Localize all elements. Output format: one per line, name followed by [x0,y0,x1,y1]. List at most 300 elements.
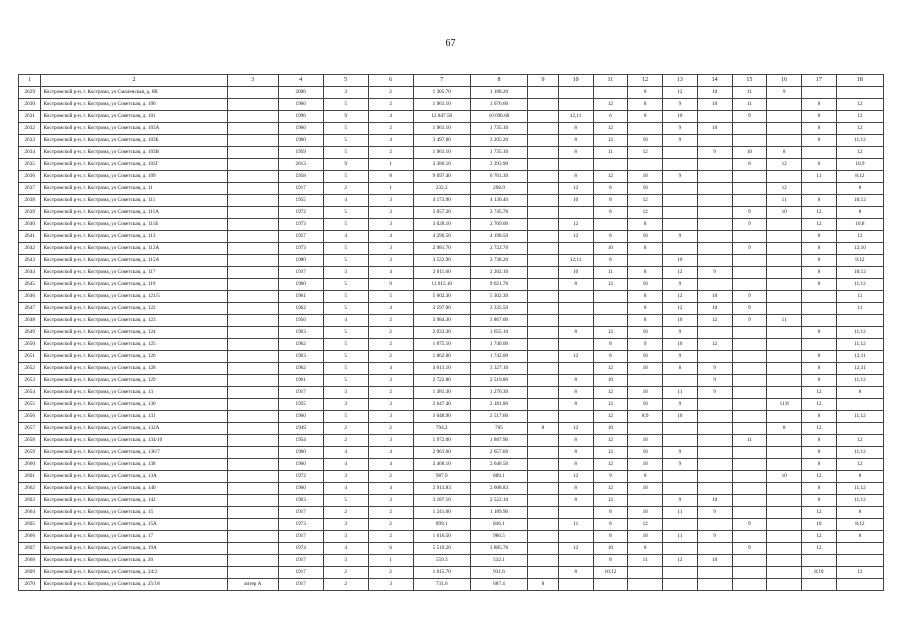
table-cell [836,315,883,327]
column-number: 17 [802,75,837,87]
table-cell [227,99,278,111]
table-cell: 3 [323,387,368,399]
address-cell: Костромской р-н, г. Кострома, ул Советская, д. 119 [41,279,227,291]
table-cell: 1917 [278,183,323,195]
address-cell: Костромской р-н, г. Кострома, ул Советская, д. 101 [41,111,227,123]
table-cell: 3 597.90 [413,303,470,315]
table-cell [528,207,559,219]
table-cell: 8 [802,279,837,291]
table-cell: 9 [323,159,368,171]
table-cell [697,207,732,219]
table-cell: 8 [593,507,628,519]
table-cell [767,543,802,555]
table-cell [628,159,663,171]
table-row [19,495,884,507]
table-cell: 2662 [19,483,41,495]
table-cell: 2 [368,123,413,135]
table-cell: 8 [802,483,837,495]
table-cell: 8 [558,135,593,147]
table-cell: 1960 [278,483,323,495]
table-cell: 9 [732,315,767,327]
table-cell: 1960 [278,411,323,423]
table-cell: 12 [593,495,628,507]
table-cell: 9 [663,459,698,471]
table-cell: 8 [836,207,883,219]
table-cell [767,519,802,531]
table-cell: 1 862.00 [413,351,470,363]
table-cell [227,399,278,411]
table-row [19,555,884,567]
table-row [19,159,884,171]
table-cell [227,87,278,99]
table-cell: 1966 [278,123,323,135]
table-cell: 2636 [19,171,41,183]
table-cell: 1960 [278,459,323,471]
table-cell: 2 033.30 [413,327,470,339]
table-cell: 8 [802,495,837,507]
table-cell: 1949 [278,423,323,435]
table-cell: 8 [558,123,593,135]
table-cell: 4 [368,483,413,495]
table-cell [732,483,767,495]
table-cell [528,339,559,351]
table-cell [732,375,767,387]
table-cell: 9 [593,471,628,483]
table-cell: 4 290.50 [413,231,470,243]
table-cell [732,195,767,207]
table-cell: 10 [628,231,663,243]
column-number: 16 [767,75,802,87]
table-cell [528,399,559,411]
table-cell [732,123,767,135]
table-cell: 4 [368,111,413,123]
table-cell: 10 [628,507,663,519]
table-cell [663,483,698,495]
table-cell: 12 [836,147,883,159]
table-cell [227,135,278,147]
table-cell: 12 [558,183,593,195]
table-cell [732,507,767,519]
table-cell: 2 181.80 [470,399,527,411]
address-cell: Костромской р-н, г. Кострома, ул Советская, д. 134/10 [41,435,227,447]
address-cell: Костромской р-н, г. Кострома, ул Советская, д. 17 [41,531,227,543]
table-cell [227,159,278,171]
table-cell [663,519,698,531]
table-cell: 8 [593,339,628,351]
table-cell: 6 [593,111,628,123]
table-row [19,351,884,363]
table-cell: 2 722.70 [470,243,527,255]
table-cell: 2631 [19,111,41,123]
table-cell [697,435,732,447]
table-cell: 2653 [19,375,41,387]
table-cell [663,219,698,231]
table-cell: 4 130.40 [470,195,527,207]
table-cell: 12 [836,459,883,471]
table-cell: 8 [628,219,663,231]
table-cell [558,339,593,351]
table-cell: 532.1 [470,555,527,567]
table-cell: 8 [802,327,837,339]
table-cell [227,219,278,231]
table-cell: 10 [628,171,663,183]
table-cell: 5 [323,99,368,111]
table-cell: 11;12 [836,279,883,291]
table-cell: 5 [323,243,368,255]
table-row [19,411,884,423]
table-cell [628,495,663,507]
table-row [19,303,884,315]
table-cell: 11 [663,507,698,519]
table-cell: 10 [697,555,732,567]
table-cell [593,315,628,327]
table-cell [593,87,628,99]
table-row [19,315,884,327]
table-cell: 9 [697,363,732,375]
table-cell: 1959 [278,147,323,159]
table-cell: 12 [802,471,837,483]
table-cell [558,207,593,219]
table-cell: 10 [628,459,663,471]
table-cell: 11;8 [767,399,802,411]
table-cell: 1972 [278,207,323,219]
table-cell: 3 327.10 [470,363,527,375]
table-cell: 10 [628,435,663,447]
table-cell: 3 [368,579,413,591]
table-row [19,423,884,435]
table-cell: 8 [593,183,628,195]
table-cell: 11;12 [836,483,883,495]
address-cell: Костромской р-н, г. Кострома, ул Смоленская, д. 6В [41,87,227,99]
column-number: 2 [41,75,227,87]
table-cell: 2643 [19,255,41,267]
table-cell: 2654 [19,387,41,399]
table-cell: 1996 [278,111,323,123]
table-cell: 5 [323,291,368,303]
table-cell [227,195,278,207]
table-cell: 8 [593,195,628,207]
table-cell: 3 885.70 [470,543,527,555]
table-cell: 10 696.60 [470,111,527,123]
table-cell: 8 [593,531,628,543]
table-cell: 12 [558,231,593,243]
table-cell [528,543,559,555]
table-cell: 2 769.00 [470,219,527,231]
table-cell: 899.1 [413,519,470,531]
table-cell: 9 [663,447,698,459]
table-cell [663,471,698,483]
table-cell: 2651 [19,351,41,363]
table-cell [528,255,559,267]
address-cell: Костромской р-н, г. Кострома, ул Советская, д. 103В [41,147,227,159]
table-cell: 12 [558,543,593,555]
table-cell [802,183,837,195]
table-row [19,231,884,243]
table-cell: 11;12 [836,495,883,507]
table-cell: 12 [697,315,732,327]
table-cell: 9 [628,339,663,351]
table-cell: 8 [558,171,593,183]
address-cell: Костромской р-н, г. Кострома, ул Советская, д. 125 [41,339,227,351]
table-cell: 8 [558,399,593,411]
table-cell: 12 847.50 [413,111,470,123]
table-cell: 3 [368,255,413,267]
table-cell [227,111,278,123]
table-cell: 12 [558,219,593,231]
table-cell [528,291,559,303]
table-cell [593,219,628,231]
table-cell: 8 [802,123,837,135]
table-row [19,243,884,255]
table-cell: 2 [368,351,413,363]
address-cell: Костромской р-н, г. Кострома, ул Советская, д. 15А [41,519,227,531]
address-cell: Костромской р-н, г. Кострома, ул Советская, д. 24/2 [41,567,227,579]
table-cell [628,255,663,267]
table-cell: 8 [802,411,837,423]
table-cell: 5 [323,207,368,219]
table-cell: 3 057.20 [413,207,470,219]
table-cell: 10 [628,351,663,363]
table-cell: 5 [323,147,368,159]
table-cell: 11 [767,195,802,207]
table-cell: 11 [663,531,698,543]
table-cell: 2 [368,507,413,519]
table-cell: 2665 [19,519,41,531]
table-cell: 8 [628,243,663,255]
table-cell: 8 [836,471,883,483]
column-number: 6 [368,75,413,87]
table-cell [697,219,732,231]
table-cell [767,339,802,351]
table-cell: 12;10 [836,243,883,255]
table-cell: 10 [628,183,663,195]
table-cell: 705 [470,423,527,435]
table-cell [663,579,698,591]
address-cell: Костромской р-н, г. Кострома, ул Советская, д. 11 [41,183,227,195]
table-cell: 12 [802,399,837,411]
table-cell [227,447,278,459]
table-cell: 8 [663,363,698,375]
table-cell: 5 519.20 [413,543,470,555]
table-cell: 12 [802,543,837,555]
table-cell: 2 [368,387,413,399]
table-cell: 9 697.40 [413,171,470,183]
table-cell: 2669 [19,567,41,579]
table-cell: 889.1 [470,471,527,483]
table-row [19,87,884,99]
table-cell: 12 [628,207,663,219]
table-cell: 2 [368,531,413,543]
table-cell: 10 [628,363,663,375]
column-number: 10 [558,75,593,87]
table-cell [767,327,802,339]
table-cell [528,147,559,159]
table-cell: 11 [593,267,628,279]
table-cell: 1962 [278,303,323,315]
table-cell: 9 [663,495,698,507]
table-cell [767,567,802,579]
table-cell: 2 [368,315,413,327]
table-cell: 1966 [278,99,323,111]
table-cell [528,87,559,99]
table-cell [767,435,802,447]
table-cell: 11 015.10 [413,279,470,291]
table-cell: 10 [697,123,732,135]
column-number: 7 [413,75,470,87]
table-cell: 12 [558,423,593,435]
table-cell: 2 [323,579,368,591]
table-cell: 3 [323,471,368,483]
table-cell [528,435,559,447]
table-cell: 12 [663,291,698,303]
table-cell [663,423,698,435]
table-cell: 5 [323,339,368,351]
table-cell: 2645 [19,279,41,291]
table-cell [558,507,593,519]
address-cell: Костромской р-н, г. Кострома, ул Советская, д. 103Б [41,135,227,147]
table-cell [732,231,767,243]
table-cell: 1958 [278,171,323,183]
address-cell: Костромской р-н, г. Кострома, ул Советская, д. 113А [41,243,227,255]
table-row [19,123,884,135]
table-cell: 12;11 [558,255,593,267]
table-cell: 3 [368,375,413,387]
table-cell: 8 [558,279,593,291]
table-cell: 2 981.70 [413,243,470,255]
table-cell: 4 [368,303,413,315]
table-cell: 3 048.90 [413,411,470,423]
table-cell: 9 [732,291,767,303]
table-cell: 2 [368,519,413,531]
table-cell: 559.3 [413,555,470,567]
table-cell: 12 [836,99,883,111]
table-cell: 2641 [19,231,41,243]
table-cell: 2 738.20 [470,255,527,267]
address-cell: Костромской р-н, г. Кострома, ул Советская, д. 111 [41,195,227,207]
table-cell: 3 984.30 [413,315,470,327]
table-cell: 8 [802,459,837,471]
table-cell [732,555,767,567]
address-cell: Костромской р-н, г. Кострома, ул Советская, д. 100 [41,99,227,111]
table-cell [528,555,559,567]
table-row [19,399,884,411]
table-cell: 1963 [278,327,323,339]
table-cell: 2 745.70 [470,207,527,219]
table-cell: 9 [732,207,767,219]
table-cell [767,483,802,495]
table-cell: 2629 [19,87,41,99]
table-cell [767,387,802,399]
page-number: 67 [445,38,456,49]
table-cell: 5 [323,123,368,135]
table-cell [732,339,767,351]
housing-registry-table [18,74,884,591]
table-cell: 3 [368,207,413,219]
table-cell: 1 655.10 [470,327,527,339]
table-cell: 8 [836,387,883,399]
table-cell [732,495,767,507]
table-cell [227,243,278,255]
table-cell: 3 [323,267,368,279]
table-cell: 2 522.10 [470,495,527,507]
table-cell: 11;12 [836,447,883,459]
table-cell: 8 [558,435,593,447]
table-cell: 12 [593,363,628,375]
table-cell: 1917 [278,507,323,519]
table-row [19,291,884,303]
table-cell [802,315,837,327]
table-cell: 2632 [19,123,41,135]
table-cell [528,111,559,123]
table-cell: 1 189.90 [470,507,527,519]
column-number-row [19,75,884,87]
table-cell [697,231,732,243]
table-cell: 1917 [278,555,323,567]
table-cell: 1 381.30 [413,387,470,399]
address-cell: Костромской р-н, г. Кострома, ул Советская, д. 109 [41,171,227,183]
table-cell: 1961 [278,375,323,387]
table-cell: 4 [323,459,368,471]
table-cell: 2 [323,183,368,195]
table-cell [528,159,559,171]
table-cell: 1 875.10 [413,339,470,351]
table-cell: 9 [663,399,698,411]
table-cell: 2634 [19,147,41,159]
table-cell: 9 [732,543,767,555]
table-cell: 8 [593,207,628,219]
table-cell [227,171,278,183]
table-cell: 9 [697,375,732,387]
table-cell [528,315,559,327]
table-cell [227,255,278,267]
table-row [19,543,884,555]
table-cell [732,363,767,375]
table-cell: 1955 [278,195,323,207]
table-cell: 931.6 [470,567,527,579]
table-cell: 12 [593,135,628,147]
table-cell [528,447,559,459]
table-cell: 12 [593,387,628,399]
table-cell [697,111,732,123]
table-cell: 8 [593,519,628,531]
table-cell: 10;8 [836,219,883,231]
table-cell: 2 [323,435,368,447]
table-cell: 1 961.10 [413,123,470,135]
table-cell [663,567,698,579]
table-cell: 12 [836,123,883,135]
table-cell [767,363,802,375]
column-number: 18 [836,75,883,87]
table-cell: 8 [593,555,628,567]
table-cell: 8 [558,327,593,339]
table-cell: 9 [323,111,368,123]
table-cell: 2642 [19,243,41,255]
table-cell: 3 [323,555,368,567]
table-cell: 1 015.70 [413,567,470,579]
table-cell: 10 [732,147,767,159]
table-cell: 2652 [19,363,41,375]
table-cell: 3 [368,435,413,447]
table-cell: 10 [697,87,732,99]
table-cell [697,519,732,531]
table-cell: 8 [802,435,837,447]
table-cell: 1 188.20 [470,87,527,99]
table-cell: 8 [628,99,663,111]
table-cell: 3 [368,195,413,207]
table-cell: 10 [663,411,698,423]
table-cell: 3 [323,87,368,99]
table-cell: 2648 [19,315,41,327]
